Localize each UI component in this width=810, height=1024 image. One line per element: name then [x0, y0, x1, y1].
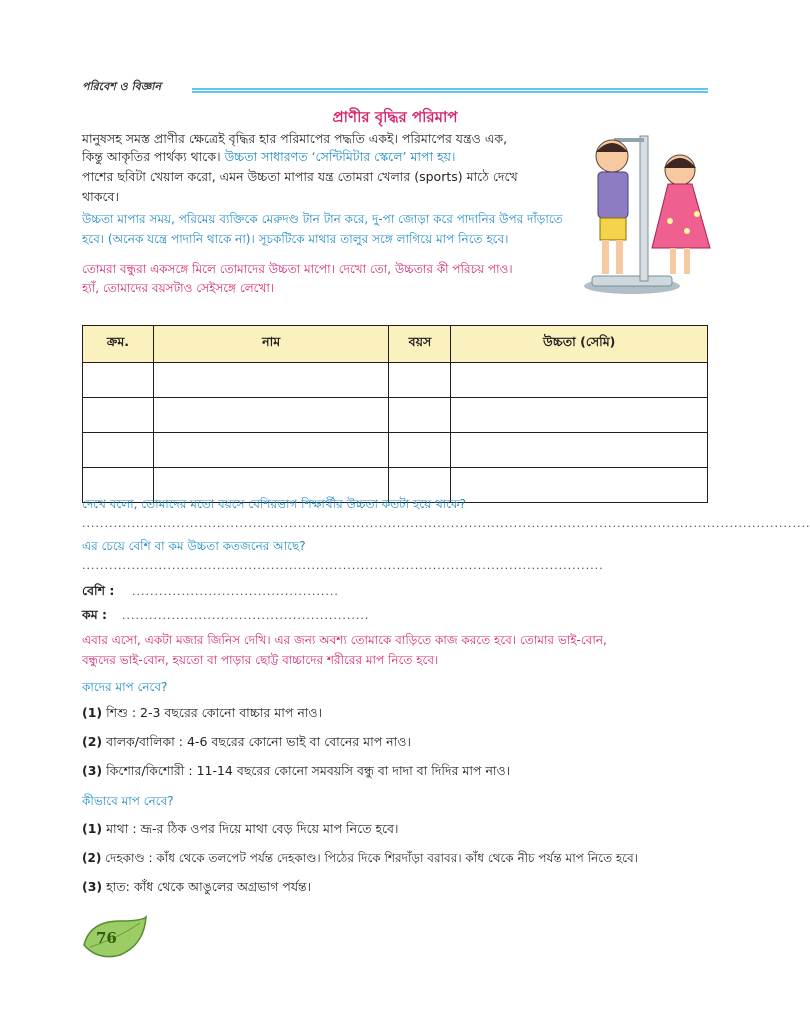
table-row [83, 398, 708, 433]
less-label: কম : [82, 607, 108, 622]
how-item-3 [82, 878, 311, 896]
item-label: বালক/বালিকা : [106, 734, 183, 749]
table-row [83, 363, 708, 398]
item-number: (2) [82, 851, 102, 865]
running-head: পরিবেশ ও বিজ্ঞান [82, 80, 162, 93]
item-label: মাথা : [106, 821, 137, 836]
whose-heading: কাদের মাপ নেবে? [82, 680, 168, 694]
intro-line-7: তোমরা বন্ধুরা একসঙ্গে মিলে তোমাদের উচ্চতা মাপো। দেখো তো, উচ্চতার কী পরিচয় পাও। [82, 262, 513, 276]
intro-line-2-a: কিন্তু আকৃতির পার্থক্য থাকে। [82, 149, 221, 164]
less-answer-line[interactable]: ....................................................... [122, 609, 370, 622]
col-height: উচ্চতা (সেমি) [451, 326, 708, 363]
table-cell[interactable] [83, 433, 154, 468]
activity-line-1: এবার এসো, একটা মজার জিনিস দেখি। এর জন্য অবশ্য তোমাকে বাড়িতে কাজ করতে হবে। তোমার ভাই-বোন, [82, 633, 607, 647]
item-text: 2-3 বছরের কোনো বাচ্চার মাপ নাও। [140, 705, 323, 720]
item-label: শিশু : [106, 705, 137, 720]
table-cell[interactable] [153, 433, 389, 468]
item-text: 11-14 বছরের কোনো সমবয়সি বন্ধু বা দাদা বা দিদির মাপ নাও। [196, 763, 511, 778]
item-text: কাঁধ থেকে তলপেট পর্যন্ত দেহকাণ্ড। পিঠের দিকে শিরদাঁড়া বরাবর। কাঁধ থেকে নীচ পর্যন্ত মাপ নিতে হবে। [156, 851, 638, 865]
table-cell[interactable] [83, 398, 154, 433]
table-cell[interactable] [451, 363, 708, 398]
table-cell[interactable] [389, 398, 451, 433]
how-item-1 [82, 820, 398, 838]
table-cell[interactable] [153, 363, 389, 398]
item-number: (3) [82, 763, 103, 778]
table-cell[interactable] [451, 398, 708, 433]
intro-line-5: উচ্চতা মাপার সময়, পরিমেয় ব্যক্তিকে মেরুদণ্ড টান টান করে, দু-পা জোড়া করে পাদানির উপর দাঁড়াতে [82, 212, 563, 226]
intro-line-2-b: উচ্চতা সাধারণত ‘সেন্টিমিটার স্কেলে’ মাপা হয়। [224, 149, 456, 164]
question-2: এর চেয়ে বেশি বা কম উচ্চতা কতজনের আছে? [82, 539, 306, 553]
item-number: (1) [82, 821, 103, 836]
item-text: ভ্রূ-র ঠিক ওপর দিয়ে মাথা বেড় দিয়ে মাপ নিতে হবে। [140, 821, 399, 836]
more-answer-line[interactable]: .............................................. [132, 585, 339, 598]
whose-item-1 [82, 704, 322, 722]
page-number: 76 [96, 929, 117, 947]
intro-line-4: থাকবে। [82, 189, 119, 204]
table-cell[interactable] [451, 433, 708, 468]
answer-line-1[interactable]: .................................................................................................................................................................. [82, 517, 810, 530]
table-cell[interactable] [451, 468, 708, 503]
how-heading: কীভাবে মাপ নেবে? [82, 794, 174, 808]
height-measurement-illustration [572, 126, 722, 298]
table-cell[interactable] [153, 398, 389, 433]
page-title: প্রাণীর বৃদ্ধির পরিমাপ [332, 108, 458, 126]
table-cell[interactable] [83, 363, 154, 398]
answer-line-2[interactable]: .................................................................................................................... [82, 559, 604, 572]
header-rule [192, 88, 708, 93]
intro-line-6: হবে। (অনেক যন্ত্রে পাদানি থাকে না)। সূচকটিকে মাথার তালুর সঙ্গে লাগিয়ে মাপ নিতে হবে। [82, 232, 509, 246]
item-text: কাঁধ থেকে আঙুলের অগ্রভাগ পর্যন্ত। [133, 879, 312, 894]
table-cell[interactable] [389, 433, 451, 468]
col-age: বয়স [389, 326, 451, 363]
how-item-2 [82, 849, 638, 867]
item-number: (2) [82, 734, 103, 749]
col-name: নাম [153, 326, 389, 363]
more-label: বেশি : [82, 583, 115, 598]
item-text: 4-6 বছরের কোনো ভাই বা বোনের মাপ নাও। [186, 734, 411, 749]
intro-line-2 [82, 148, 456, 166]
intro-line-8: হ্যাঁ, তোমাদের বয়সটাও সেইসঙ্গে লেখো। [82, 281, 275, 295]
whose-item-2 [82, 733, 411, 751]
col-serial: ক্রম. [83, 326, 154, 363]
whose-item-3 [82, 762, 510, 780]
intro-line-3: পাশের ছবিটা খেয়াল করো, এমন উচ্চতা মাপার যন্ত্র তোমরা খেলার (sports) মাঠে দেখে [82, 169, 518, 184]
table-cell[interactable] [389, 363, 451, 398]
question-1: দেখে বলো, তোমাদের মতো বয়সে বেশিরভাগ শিক্ষার্থীর উচ্চতা কতটা হয়ে থাকে? [82, 497, 466, 511]
item-label: কিশোর/কিশোরী : [106, 763, 193, 778]
item-number: (1) [82, 705, 103, 720]
table-header-row [83, 326, 708, 363]
activity-line-2: বন্ধুদের ভাই-বোন, হয়তো বা পাড়ার ছোট্ট বাচ্চাদের শরীরের মাপ নিতে হবে। [82, 653, 439, 667]
height-table [82, 325, 708, 503]
intro-line-1: মানুষসহ সমস্ত প্রাণীর ক্ষেত্রেই বৃদ্ধির হার পরিমাপের পদ্ধতি একই। পরিমাপের যন্ত্রও এক, [82, 131, 508, 146]
table-row [83, 433, 708, 468]
item-label: দেহকাণ্ড : [105, 851, 153, 865]
item-number: (3) [82, 879, 103, 894]
item-label: হাত: [106, 879, 130, 894]
